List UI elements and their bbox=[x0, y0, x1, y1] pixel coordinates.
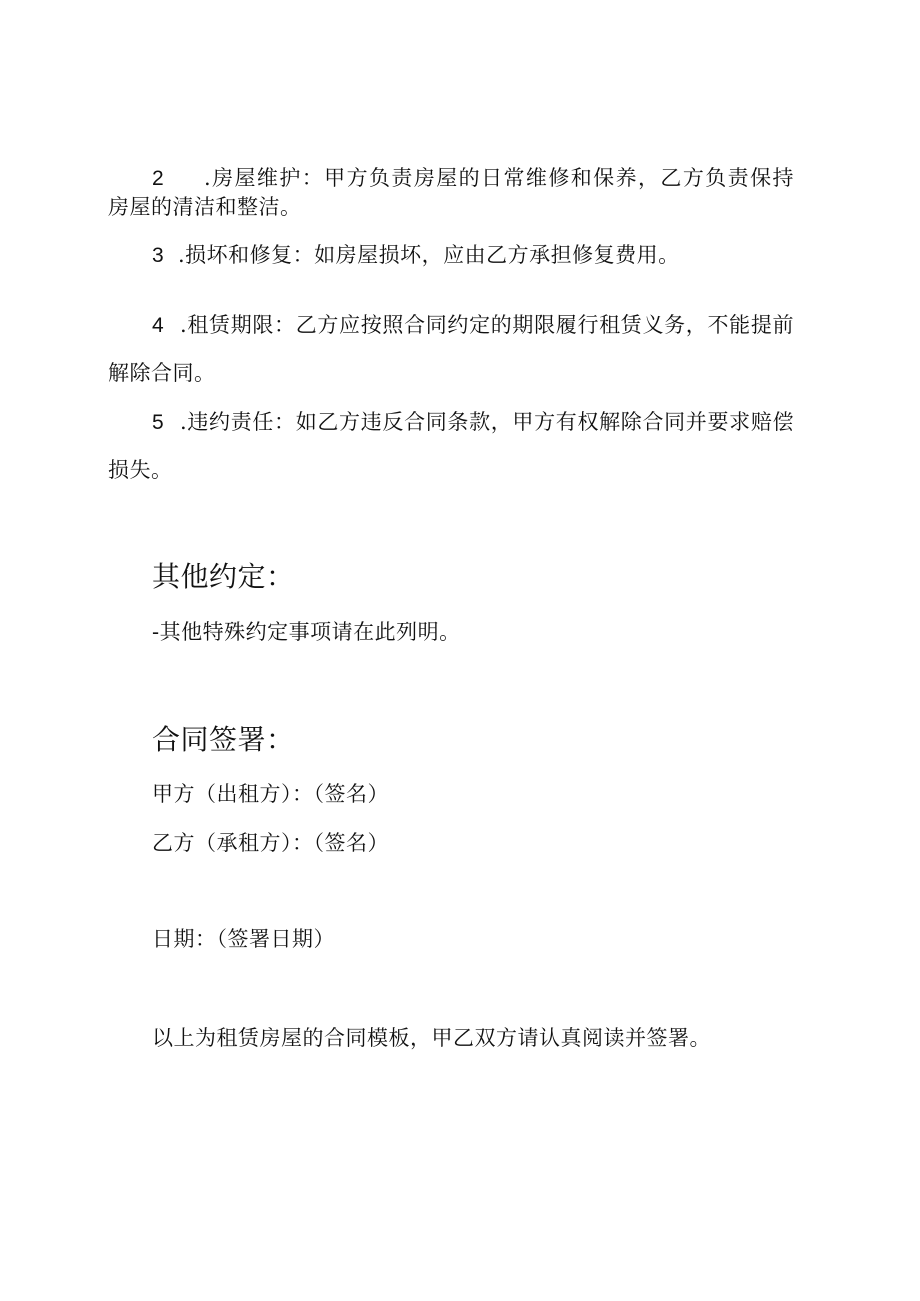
clause-text: .租赁期限：乙方应按照合同约定的期限履行租赁义务，不能提前 bbox=[180, 313, 794, 337]
clause-number: 3 bbox=[152, 244, 165, 267]
clause-text: .违约责任：如乙方违反合同条款，甲方有权解除合同并要求赔偿 bbox=[180, 410, 794, 434]
clause-number: 5 bbox=[152, 411, 165, 434]
party-b-signature: 乙方（承租方）：（签名） bbox=[152, 831, 389, 855]
closing-statement: 以上为租赁房屋的合同模板，甲乙双方请认真阅读并签署。 bbox=[152, 1026, 711, 1050]
other-terms-heading: 其他约定： bbox=[152, 560, 295, 593]
clause-5-line-2: 损失。 bbox=[108, 458, 173, 482]
clause-5-line-1 bbox=[152, 407, 796, 438]
clause-number: 4 bbox=[152, 314, 165, 337]
clause-text: .房屋维护：甲方负责房屋的日常维修和保养，乙方负责保持 bbox=[204, 166, 794, 190]
clause-3-line-1 bbox=[152, 240, 680, 271]
signing-heading: 合同签署： bbox=[152, 723, 295, 756]
clause-4-line-1 bbox=[152, 310, 796, 341]
clause-2-line-2: 房屋的清洁和整洁。 bbox=[108, 195, 302, 219]
clause-number: 2 bbox=[152, 167, 165, 190]
clause-2-line-1 bbox=[152, 163, 796, 194]
party-a-signature: 甲方（出租方）：（签名） bbox=[152, 782, 389, 806]
signing-date: 日期：（签署日期） bbox=[152, 927, 335, 951]
other-terms-item: -其他特殊约定事项请在此列明。 bbox=[152, 620, 461, 644]
clause-text: .损坏和修复：如房屋损坏，应由乙方承担修复费用。 bbox=[178, 243, 680, 267]
clause-4-line-2: 解除合同。 bbox=[108, 361, 216, 385]
